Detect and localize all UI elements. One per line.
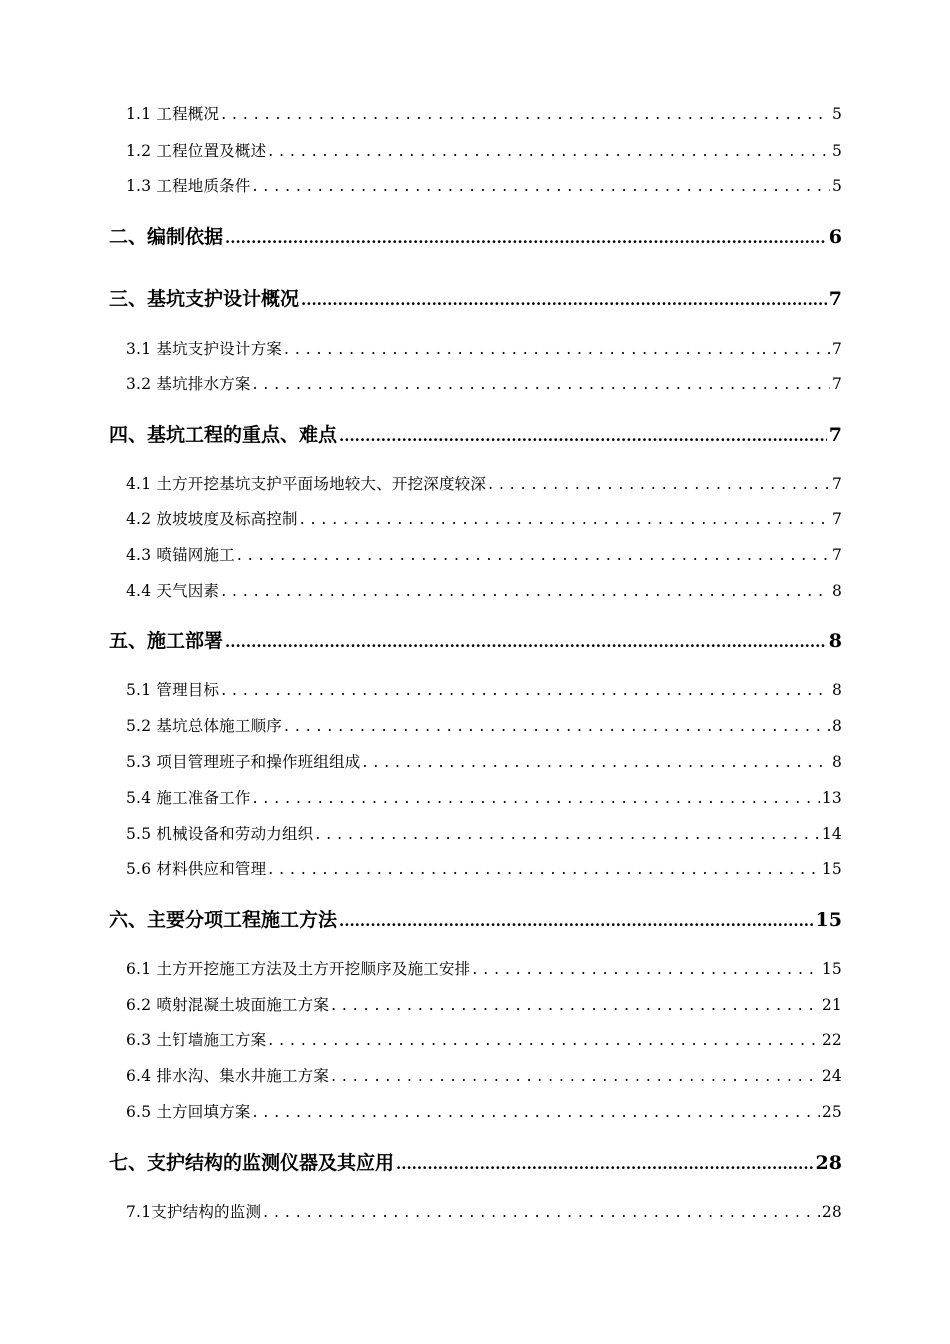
toc-entry-7-1 — [126, 1200, 842, 1222]
toc-page-number: 5 — [831, 142, 842, 160]
dot-leader — [396, 1152, 814, 1174]
toc-page-number: 28 — [821, 1203, 842, 1221]
toc-page-number: 24 — [821, 1067, 842, 1085]
toc-page-number: 15 — [821, 960, 842, 978]
dot-leader — [268, 860, 820, 878]
toc-entry-5-5 — [126, 822, 842, 844]
toc-entry-5-3 — [126, 750, 842, 772]
toc-page-number: 8 — [831, 717, 842, 735]
toc-page-number: 15 — [815, 909, 842, 931]
dot-leader — [221, 681, 830, 699]
toc-page-number: 8 — [831, 753, 842, 771]
toc-entry-text: 5.6 材料供应和管理 — [126, 860, 267, 878]
toc-entry-1-1 — [126, 102, 842, 124]
toc-page-number: 6 — [828, 226, 842, 248]
toc-chapter-7 — [109, 1148, 842, 1175]
dot-leader — [339, 424, 827, 446]
dot-leader — [472, 960, 819, 978]
toc-entry-text: 4.3 喷锚网施工 — [126, 546, 235, 564]
toc-chapter-4 — [109, 420, 842, 447]
dot-leader — [221, 105, 830, 123]
toc-chapter-text: 三、基坑支护设计概况 — [109, 288, 300, 310]
dot-leader — [263, 1203, 820, 1221]
toc-entry-4-3 — [126, 543, 842, 565]
toc-page-number: 15 — [821, 860, 842, 878]
toc-chapter-text: 七、支护结构的监测仪器及其应用 — [109, 1152, 395, 1174]
toc-entry-text: 3.2 基坑排水方案 — [126, 375, 251, 393]
toc-page-number: 25 — [821, 1103, 842, 1121]
toc-entry-6-4 — [126, 1064, 842, 1086]
toc-page-number: 14 — [821, 825, 842, 843]
toc-entry-text: 6.3 土钉墙施工方案 — [126, 1031, 267, 1049]
toc-page-number: 7 — [828, 424, 842, 446]
toc-entry-text: 4.1 土方开挖基坑支护平面场地较大、开挖深度较深 — [126, 475, 487, 493]
toc-entry-6-3 — [126, 1028, 842, 1050]
dot-leader — [253, 789, 820, 807]
toc-page-number: 7 — [828, 288, 842, 310]
dot-leader — [284, 717, 830, 735]
dot-leader — [301, 288, 827, 310]
dot-leader — [268, 1031, 820, 1049]
toc-entry-text: 6.4 排水沟、集水井施工方案 — [126, 1067, 330, 1085]
toc-entry-text: 6.1 土方开挖施工方法及土方开挖顺序及施工安排 — [126, 960, 471, 978]
toc-page-number: 5 — [831, 177, 842, 195]
toc-entry-text: 7.1支护结构的监测 — [126, 1203, 262, 1221]
toc-entry-1-2 — [126, 139, 842, 161]
toc-entry-text: 1.3 工程地质条件 — [126, 177, 251, 195]
toc-page-number: 7 — [831, 340, 842, 358]
dot-leader — [331, 1067, 820, 1085]
toc-chapter-3 — [109, 284, 842, 311]
toc-page-number: 7 — [831, 510, 842, 528]
dot-leader — [237, 546, 830, 564]
dot-leader — [253, 177, 830, 195]
toc-page-number: 7 — [831, 375, 842, 393]
toc-entry-text: 1.2 工程位置及概述 — [126, 142, 267, 160]
dot-leader — [488, 475, 830, 493]
toc-entry-5-2 — [126, 714, 842, 736]
toc-entry-3-1 — [126, 337, 842, 359]
toc-entry-4-1 — [126, 472, 842, 494]
toc-entry-5-6 — [126, 857, 842, 879]
toc-entry-text: 6.5 土方回填方案 — [126, 1103, 251, 1121]
dot-leader — [268, 142, 830, 160]
toc-page-number: 8 — [828, 630, 842, 652]
toc-entry-text: 6.2 喷射混凝土坡面施工方案 — [126, 996, 330, 1014]
dot-leader — [331, 996, 820, 1014]
toc-page-number: 22 — [821, 1031, 842, 1049]
toc-chapter-text: 二、编制依据 — [109, 226, 224, 248]
toc-entry-5-1 — [126, 678, 842, 700]
dot-leader — [225, 226, 827, 248]
toc-chapter-text: 五、施工部署 — [109, 630, 224, 652]
toc-entry-4-4 — [126, 579, 842, 601]
toc-page-number: 7 — [831, 475, 842, 493]
toc-chapter-6 — [109, 905, 842, 932]
toc-entry-text: 4.4 天气因素 — [126, 582, 220, 600]
dot-leader — [284, 340, 830, 358]
toc-page-number: 7 — [831, 546, 842, 564]
toc-entry-text: 5.5 机械设备和劳动力组织 — [126, 825, 314, 843]
toc-entry-text: 5.3 项目管理班子和操作班组组成 — [126, 753, 361, 771]
toc-page-number: 8 — [831, 582, 842, 600]
toc-entry-text: 5.2 基坑总体施工顺序 — [126, 717, 282, 735]
dot-leader — [221, 582, 830, 600]
toc-entry-3-2 — [126, 372, 842, 394]
toc-page-number: 28 — [815, 1152, 842, 1174]
toc-entry-text: 4.2 放坡坡度及标高控制 — [126, 510, 298, 528]
toc-chapter-text: 四、基坑工程的重点、难点 — [109, 424, 338, 446]
toc-entry-text: 5.4 施工准备工作 — [126, 789, 251, 807]
toc-entry-6-5 — [126, 1100, 842, 1122]
toc-entry-4-2 — [126, 507, 842, 529]
dot-leader — [225, 630, 827, 652]
toc-chapter-text: 六、主要分项工程施工方法 — [109, 909, 338, 931]
dot-leader — [253, 375, 830, 393]
dot-leader — [339, 909, 814, 931]
toc-entry-text: 5.1 管理目标 — [126, 681, 220, 699]
toc-entry-text: 1.1 工程概况 — [126, 105, 220, 123]
toc-entry-6-2 — [126, 993, 842, 1015]
toc-chapter-2 — [109, 222, 842, 249]
toc-entry-5-4 — [126, 786, 842, 808]
toc-page-number: 8 — [831, 681, 842, 699]
dot-leader — [253, 1103, 820, 1121]
toc-page-number: 21 — [821, 996, 842, 1014]
toc-chapter-5 — [109, 626, 842, 653]
dot-leader — [362, 753, 829, 771]
dot-leader — [300, 510, 830, 528]
toc-page-number: 13 — [821, 789, 842, 807]
dot-leader — [315, 825, 819, 843]
toc-entry-6-1 — [126, 957, 842, 979]
toc-page-number: 5 — [831, 105, 842, 123]
toc-entry-1-3 — [126, 174, 842, 196]
toc-entry-text: 3.1 基坑支护设计方案 — [126, 340, 282, 358]
